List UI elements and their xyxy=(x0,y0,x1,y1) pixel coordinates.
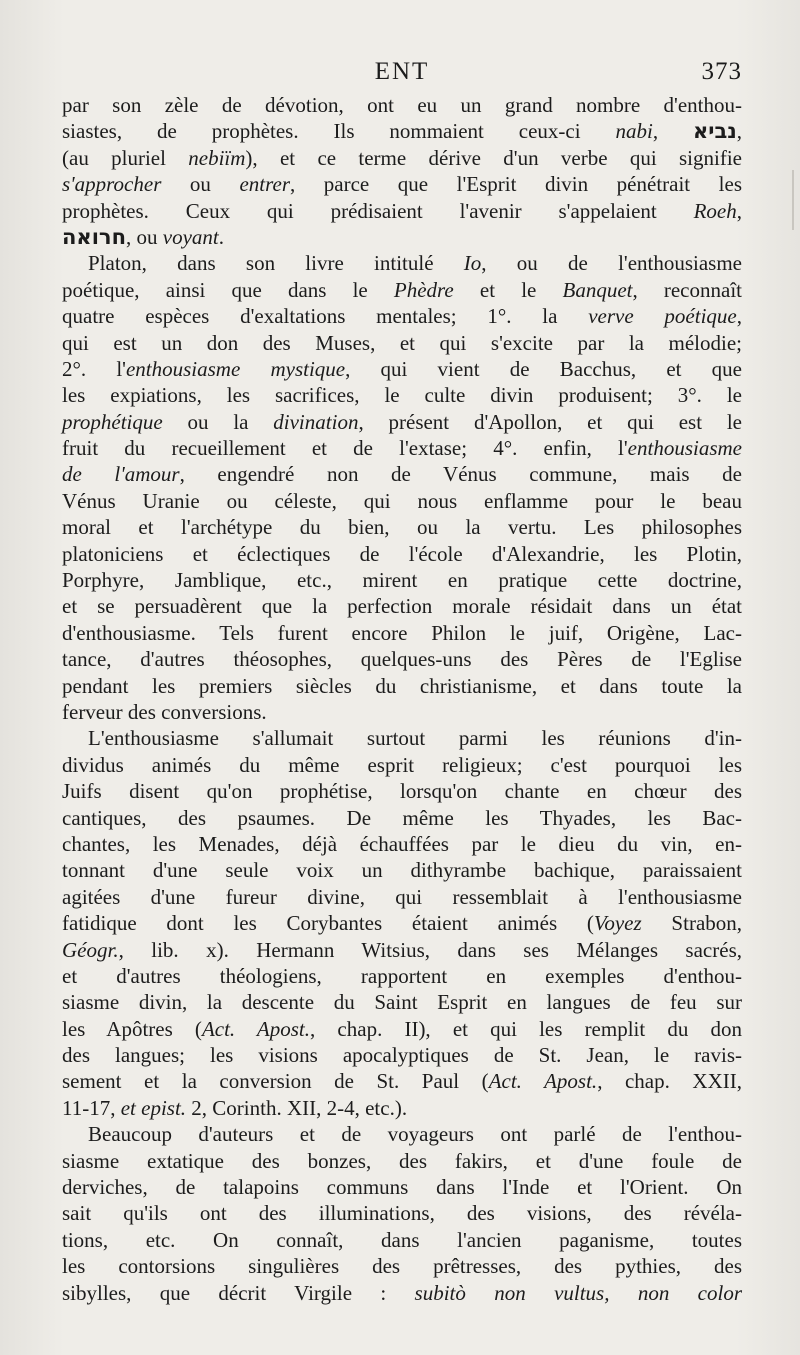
paragraph xyxy=(62,92,742,250)
hebrew-word: חרואה xyxy=(62,224,126,249)
page-edge-mark xyxy=(792,170,794,230)
text-line: et se persuadèrent que la perfection morale résidait dans un état xyxy=(62,594,742,619)
text-line: ferveur des conversions. xyxy=(62,699,267,724)
text-line: moral et l'archétype du bien, ou la vertu. Les philosophes xyxy=(62,515,742,540)
text-line: pendant les premiers siècles du christianisme, et dans toute la xyxy=(62,673,742,698)
text-line: et d'autres théologiens, rapportent en exemples d'enthou- xyxy=(62,963,742,988)
running-head-title: ENT xyxy=(374,58,430,85)
text-line: sibylles, que décrit Virgile : subitò non vultus, non color xyxy=(62,1280,742,1305)
text-line: sement et la conversion de St. Paul (Act. Apost., chap. XXII, xyxy=(62,1069,742,1094)
text-line: s'approcher ou entrer, parce que l'Esprit divin pénétrait les xyxy=(62,172,742,197)
text-line: qui est un don des Muses, et qui s'excite par la mélodie; xyxy=(62,330,742,355)
text-line: les contorsions singulières des prêtresses, des pythies, des xyxy=(62,1254,742,1279)
text-line: siasme divin, la descente du Saint Esprit en langues de feu sur xyxy=(62,990,742,1015)
paragraph xyxy=(62,725,742,1121)
text-line: dividus animés du même esprit religieux; c'est pourquoi les xyxy=(62,752,742,777)
text-line: חרואה, ou voyant. xyxy=(62,224,224,249)
text-line: par son zèle de dévotion, ont eu un grand nombre d'enthou- xyxy=(62,93,742,117)
text-line: Porphyre, Jamblique, etc., mirent en pratique cette doctrine, xyxy=(62,568,742,593)
text-line: (au pluriel nebiïm), et ce terme dérive d'un verbe qui signifie xyxy=(62,145,742,170)
text-line: prophètes. Ceux qui prédisaient l'avenir s'appelaient Roeh, xyxy=(62,198,742,223)
text-line: platoniciens et éclectiques de l'école d'Alexandrie, les Plotin, xyxy=(62,541,742,566)
text-line: tonnant d'une seule voix un dithyrambe bachique, paraissaient xyxy=(62,858,742,883)
body-text xyxy=(62,92,742,1306)
text-line: fatidique dont les Corybantes étaient animés (Voyez Strabon, xyxy=(62,911,743,936)
text-line: Juifs disent qu'on prophétise, lorsqu'on chante en chœur des xyxy=(62,779,742,804)
text-line: de l'amour, engendré non de Vénus commune, mais de xyxy=(62,462,743,487)
text-line: tions, etc. On connaît, dans l'ancien paganisme, toutes xyxy=(62,1227,742,1252)
text-line: d'enthousiasme. Tels furent encore Philon le juif, Origène, Lac- xyxy=(62,620,742,645)
text-line: les expiations, les sacrifices, le culte divin produisent; 3°. le xyxy=(62,383,742,408)
text-line: chantes, les Menades, déjà échauffées par le dieu du vin, en- xyxy=(62,831,742,856)
paragraph xyxy=(62,1121,742,1306)
text-line: 11-17, et epist. 2, Corinth. XII, 2-4, etc.). xyxy=(62,1095,408,1120)
text-line: Géogr., lib. x). Hermann Witsius, dans ses Mélanges sacrés, xyxy=(62,937,742,962)
text-line: fruit du recueillement et de l'extase; 4°. enfin, l'enthousiasme xyxy=(62,436,742,461)
text-line: quatre espèces d'exaltations mentales; 1°. la verve poétique, xyxy=(62,304,742,329)
text-line: prophétique ou la divination, présent d'Apollon, et qui est le xyxy=(62,409,742,434)
text-line: siastes, de prophètes. Ils nommaient ceux-ci nabi, נביא, xyxy=(62,119,743,144)
paragraph xyxy=(62,250,742,725)
text-line: sait qu'ils ont des illuminations, des visions, des révéla- xyxy=(62,1201,742,1226)
running-head xyxy=(62,58,742,92)
text-line: tance, d'autres théosophes, quelques-uns des Pères de l'Eglise xyxy=(62,647,742,672)
page-number: 373 xyxy=(701,58,742,85)
text-line: des langues; les visions apocalyptiques de St. Jean, le ravis- xyxy=(62,1043,742,1068)
text-line: cantiques, des psaumes. De même les Thyades, les Bac- xyxy=(62,805,742,830)
text-line: poétique, ainsi que dans le Phèdre et le Banquet, reconnaît xyxy=(62,277,742,302)
text-line: Platon, dans son livre intitulé Io, ou de l'enthousiasme xyxy=(88,251,743,276)
text-line: derviches, de talapoins communs dans l'Inde et l'Orient. On xyxy=(62,1175,742,1200)
text-line: Beaucoup d'auteurs et de voyageurs ont parlé de l'enthou- xyxy=(88,1122,742,1147)
text-line: siasme extatique des bonzes, des fakirs, et d'une foule de xyxy=(62,1148,742,1173)
text-line: agitées d'une fureur divine, qui ressemblait à l'enthousiasme xyxy=(62,884,742,909)
text-line: L'enthousiasme s'allumait surtout parmi les réunions d'in- xyxy=(88,726,742,751)
text-line: 2°. l'enthousiasme mystique, qui vient de Bacchus, et que xyxy=(62,356,742,381)
text-line: Vénus Uranie ou céleste, qui nous enflamme pour le beau xyxy=(62,488,742,513)
hebrew-word: נביא xyxy=(692,119,737,144)
text-line: les Apôtres (Act. Apost., chap. II), et qui les remplit du don xyxy=(62,1016,742,1041)
